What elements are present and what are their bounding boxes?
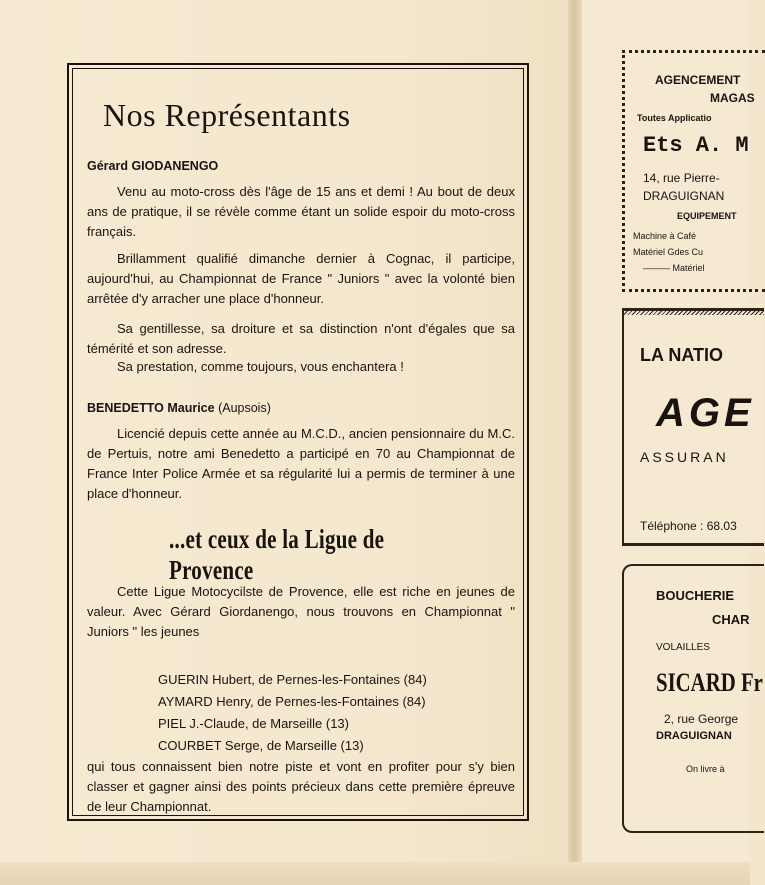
juniors-list [158, 669, 427, 757]
ligue-intro: Cette Ligue Motocycilste de Provence, elle est riche en jeunes de valeur. Avec Gérard Giordanengo, nous trouvons en Championnat " Juniors " les jeunes [87, 584, 515, 639]
ad1-company: Ets A. M [643, 133, 749, 158]
person2-paragraph: Licencié depuis cette année au M.C.D., ancien pensionnaire du M.C. de Pertuis, notre ami Benedetto a participé en 70 au Championnat de France Inter Police Armée et sa régularité lui a permis de terminer à une place d'honneur. [87, 426, 515, 501]
ad1-address: 14, rue Pierre- [643, 171, 720, 185]
person1-paragraph-4: Sa prestation, comme toujours, vous enchantera ! [117, 359, 404, 374]
ad1-city: DRAGUIGNAN [643, 189, 725, 203]
ad-assurance [622, 308, 764, 546]
ad3-line2: CHAR [712, 612, 750, 627]
ad1-item3: ——— Matériel [643, 263, 705, 273]
ad1-line1: AGENCEMENT [655, 73, 741, 87]
ad2-heading: LA NATIO [640, 345, 723, 365]
article-frame [67, 63, 529, 821]
ad3-address: 2, rue George [664, 712, 739, 726]
ad2-inner [628, 315, 764, 539]
ad1-line3: Toutes Applicatio [637, 113, 712, 123]
person1-paragraph-3: Sa gentillesse, sa droiture et sa distinction n'ont d'égales que sa témérité et son adresse. [87, 321, 515, 356]
person2-name [87, 401, 271, 415]
ad2-brand: AGE [656, 391, 755, 435]
person1-paragraph-2: Brillamment qualifié dimanche dernier à Cognac, il participe, aujourd'hui, au Championnat de France " Juniors " avec la volonté bien arrêtée d'y arracher une place d'honneur. [87, 251, 515, 306]
article-title: Nos Représentants [103, 97, 351, 133]
junior-item: COURBET Serge, de Marseille (13) [158, 738, 364, 753]
page-fold [568, 0, 582, 885]
ad3-delivery: On livre à [686, 764, 725, 774]
ad-agencement [622, 50, 765, 292]
ligue-subtitle: ...et ceux de la Ligue de Provence [169, 524, 385, 585]
person2-name-text: BENEDETTO Maurice [87, 401, 215, 415]
junior-item: GUERIN Hubert, de Pernes-les-Fontaines (84) [158, 672, 427, 687]
junior-item: AYMARD Henry, de Pernes-les-Fontaines (84) [158, 694, 426, 709]
ad2-tagline: ASSURAN [640, 449, 729, 465]
person2-club: (Aupsois) [218, 401, 271, 415]
ad1-equipement: EQUIPEMENT [677, 211, 737, 221]
ad3-volailles: VOLAILLES [656, 642, 710, 653]
person1-paragraph-1: Venu au moto-cross dès l'âge de 15 ans et demi ! Au bout de deux ans de pratique, il se révèle comme étant un solide espoir du moto-cross français. [87, 184, 515, 239]
ad1-item2: Matériel Gdes Cu [633, 247, 704, 257]
junior-item: PIEL J.-Claude, de Marseille (13) [158, 716, 349, 731]
ad2-phone: Téléphone : 68.03 [640, 519, 737, 533]
ad1-line2: MAGAS [710, 91, 755, 105]
ad3-line1: BOUCHERIE [656, 588, 735, 603]
ad3-city: DRAGUIGNAN [656, 730, 732, 742]
ligue-outro: qui tous connaissent bien notre piste et vont en profiter pour s'y bien classer et gagner ainsi des points précieux dans cette première épreuve de leur Championnat. [87, 759, 515, 814]
article-frame-inner [72, 68, 524, 816]
ad3-name: SICARD Fr [656, 668, 763, 697]
page-bottom-edge [0, 862, 750, 885]
ad-boucherie [622, 564, 764, 833]
ad1-item1: Machine à Café [633, 231, 697, 241]
person1-name: Gérard GIODANENGO [87, 159, 219, 173]
